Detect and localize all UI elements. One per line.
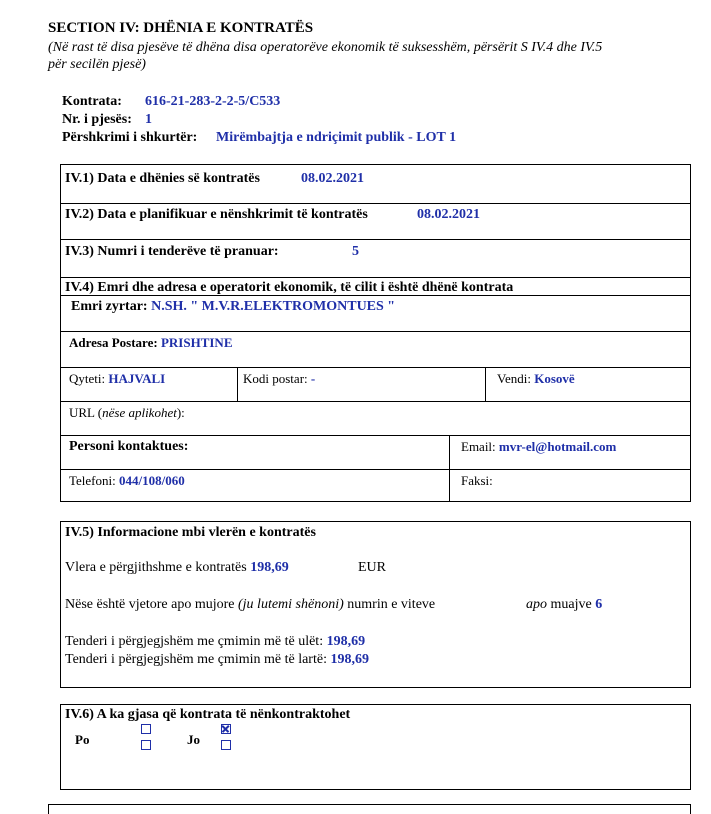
iv3-label: IV.3) Numri i tenderëve të pranuar:: [65, 244, 279, 259]
postal-code-row: [243, 371, 315, 387]
email-label: Email:: [461, 439, 496, 454]
phone-label: Telefoni:: [69, 473, 116, 488]
postal-code-value: -: [310, 371, 316, 386]
annual-suffix: numrin e viteve: [343, 597, 436, 612]
fax-label: Faksi:: [461, 473, 493, 488]
section-subtitle-line2: për secilën pjesë): [48, 57, 146, 72]
postal-code-label: Kodi postar:: [243, 371, 308, 386]
postal-address-row: Adresa Postare: PRISHTINE: [69, 335, 233, 350]
subcontract-no-label: Jo: [187, 732, 200, 747]
country-label: Vendi:: [497, 371, 531, 386]
subcontract-yes-checkbox[interactable]: [141, 740, 151, 750]
official-name-label: Emri zyrtar: [71, 299, 143, 314]
iv1-label: IV.1) Data e dhënies së kontratës: [65, 171, 260, 186]
url-label: URL (: [69, 405, 103, 420]
subcontract-no-checkbox-checked[interactable]: [221, 724, 231, 734]
email-row: [461, 439, 616, 455]
postal-address-label: Adresa Postare: [69, 335, 154, 350]
city-row: [69, 371, 165, 387]
lowest-price-row: [65, 634, 365, 650]
total-value-row: [65, 560, 289, 576]
months-label: muajve: [550, 597, 592, 612]
part-value: 1: [145, 112, 152, 127]
apo-text: apo: [526, 597, 547, 612]
official-name-row: Emri zyrtar: N.SH. " M.V.R.ELEKTROMONTUES ": [71, 299, 396, 314]
official-name-value: N.SH. " M.V.R.ELEKTROMONTUES ": [151, 299, 396, 314]
city-value: HAJVALI: [108, 371, 166, 386]
contract-value: 616-21-283-2-2-5/C533: [145, 94, 281, 109]
annual-prefix: Nëse është vjetore apo mujore: [65, 597, 238, 612]
highest-price-value: 198,69: [330, 652, 369, 667]
highest-price-label: Tenderi i përgjegjshëm me çmimin më të lartë:: [65, 652, 327, 667]
country-value: Kosovë: [534, 371, 575, 386]
total-value-label: Vlera e përgjithshme e kontratës: [65, 560, 247, 575]
months-row: [526, 597, 602, 613]
lowest-price-value: 198,69: [326, 634, 366, 649]
iv5-label: IV.5) Informacione mbi vlerën e kontratës: [65, 525, 316, 540]
postal-address-value: PRISHTINE: [160, 335, 233, 350]
currency: EUR: [358, 560, 386, 575]
subcontract-no-checkbox[interactable]: [221, 740, 231, 750]
url-note: nëse aplikohet: [102, 405, 177, 420]
phone-value: 044/108/060: [119, 473, 185, 488]
part-label: Nr. i pjesës:: [62, 112, 132, 127]
city-label: Qyteti:: [69, 371, 106, 386]
lowest-price-label: Tenderi i përgjegjshëm me çmimin më të ulët:: [65, 634, 324, 649]
contract-label: Kontrata:: [62, 94, 122, 109]
total-value: 198,69: [250, 560, 289, 575]
next-section-box: [48, 804, 691, 814]
subcontract-yes-label: Po: [75, 732, 90, 747]
contact-person-label: Personi kontaktues:: [69, 439, 189, 454]
iv5-box: [60, 521, 691, 688]
iv4-label: IV.4) Emri dhe adresa e operatorit ekonomik, të cilit i është dhënë kontrata: [65, 280, 514, 295]
iv6-label: IV.6) A ka gjasa që kontrata të nënkontraktohet: [65, 707, 351, 722]
months-value: 6: [595, 597, 603, 612]
annual-row: [65, 597, 435, 613]
short-desc-value: Mirëmbajtja e ndriçimit publik - LOT 1: [216, 130, 457, 145]
iv1-value: 08.02.2021: [301, 171, 364, 186]
short-desc-label: Përshkrimi i shkurtër:: [62, 130, 198, 145]
highest-price-row: [65, 652, 369, 668]
phone-row: [69, 473, 185, 489]
iv1-iv4-box: [60, 164, 691, 502]
iv2-value: 08.02.2021: [417, 207, 480, 222]
url-close: ):: [176, 405, 185, 420]
iv2-label: IV.2) Data e planifikuar e nënshkrimit të kontratës: [65, 207, 368, 222]
annual-note: (ju lutemi shënoni): [238, 597, 344, 612]
email-value: mvr-el@hotmail.com: [498, 439, 617, 454]
country-row: [497, 371, 575, 387]
section-subtitle-line1: (Në rast të disa pjesëve të dhëna disa operatorëve ekonomik të suksesshëm, përsërit S IV.4 dhe IV.5: [48, 40, 603, 55]
iv6-box: [60, 704, 691, 790]
subcontract-yes-checkbox-top[interactable]: [141, 724, 151, 734]
iv3-value: 5: [352, 244, 359, 259]
url-row: [69, 405, 185, 421]
section-title: SECTION IV: DHËNIA E KONTRATËS: [48, 20, 314, 36]
